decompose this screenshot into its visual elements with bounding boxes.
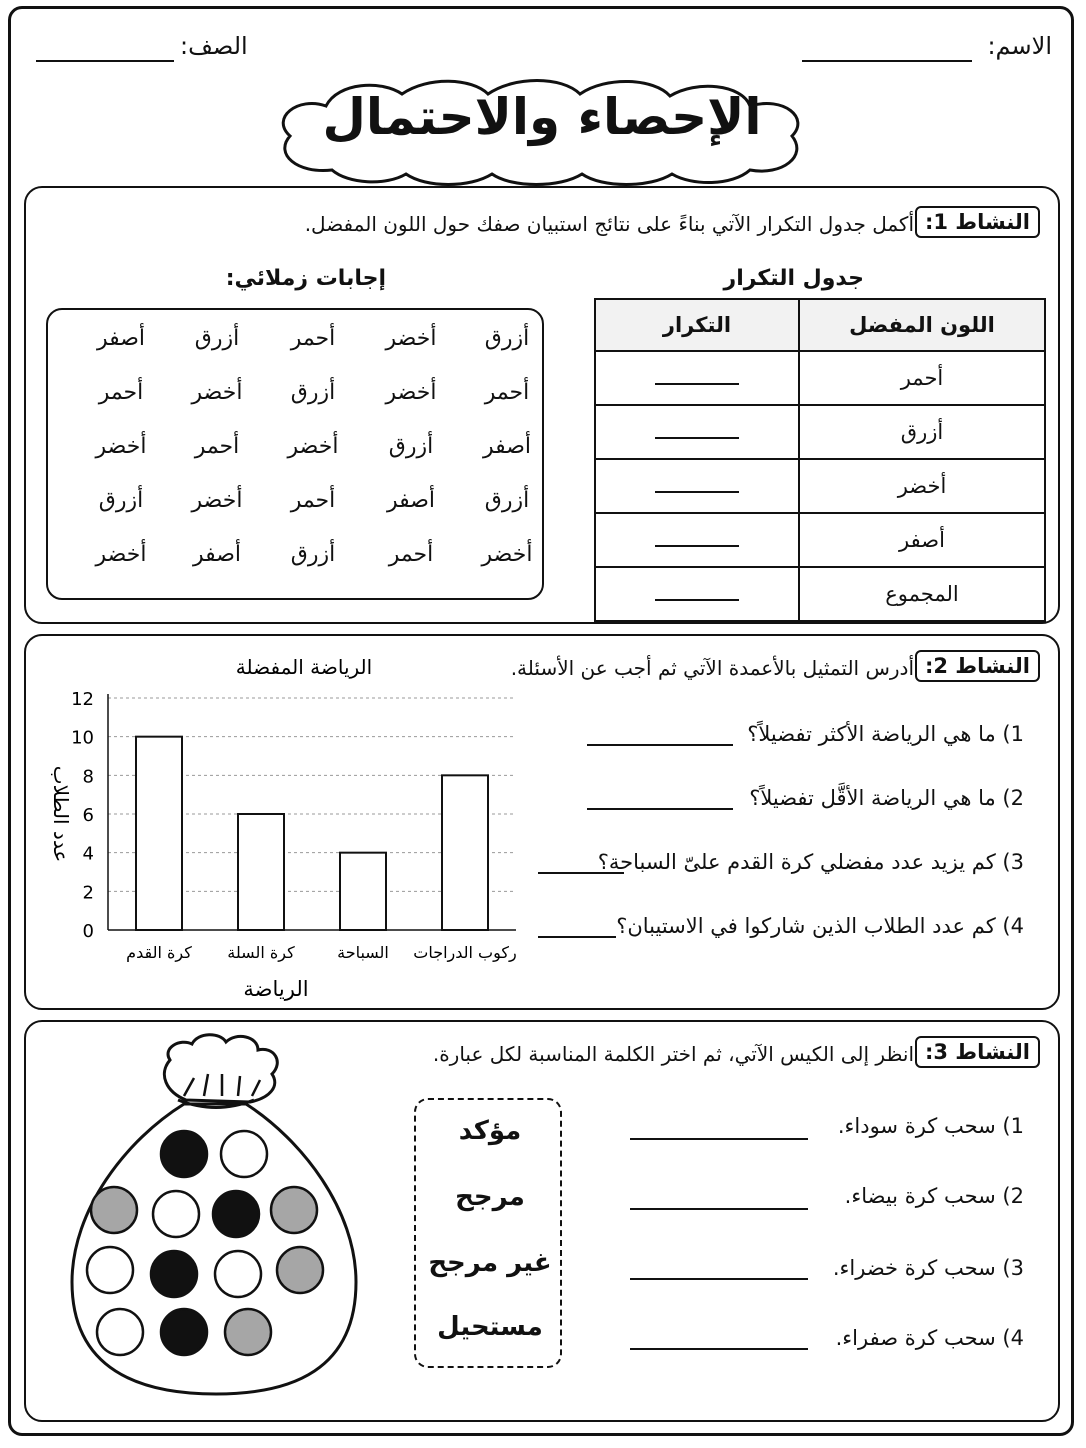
table-row <box>595 513 1045 567</box>
question-2 <box>749 786 1024 810</box>
answer-word: أحمر <box>290 326 336 351</box>
name-field[interactable] <box>802 60 972 62</box>
y-tick-label: 0 <box>82 921 94 942</box>
statement-number: 4) <box>1002 1326 1024 1350</box>
statement-answer-line-3[interactable] <box>630 1278 808 1280</box>
word-likely[interactable]: مرجح <box>455 1182 525 1212</box>
answer-blank[interactable] <box>655 481 739 493</box>
statement-number: 3) <box>1002 1256 1024 1280</box>
answer-line-4[interactable] <box>538 936 616 938</box>
answer-word: أزرق <box>290 380 336 405</box>
question-text: ما هي الرياضة الأكثر تفضيلاً؟ <box>747 722 996 746</box>
white-ball <box>215 1251 261 1297</box>
chart-title: الرياضة المفضلة <box>235 655 373 679</box>
ball-bag <box>66 1030 362 1402</box>
y-tick-label: 8 <box>82 766 94 788</box>
statement-text: سحب كرة صفراء. <box>835 1326 996 1350</box>
table-row <box>595 567 1045 621</box>
gray-ball <box>225 1309 271 1355</box>
frequency-cell[interactable] <box>595 351 799 405</box>
answer-word: أخضر <box>191 380 243 405</box>
y-tick-label: 2 <box>82 882 94 904</box>
bar <box>238 814 284 930</box>
answers-title: إجابات زملائي: <box>225 266 386 291</box>
answer-word: أخضر <box>385 326 437 351</box>
frequency-cell[interactable] <box>595 513 799 567</box>
answer-word: أصفر <box>192 542 242 567</box>
statement-3 <box>833 1256 1024 1280</box>
word-impossible[interactable]: مستحيل <box>437 1312 543 1342</box>
word-unlikely[interactable]: غير مرجح <box>428 1248 552 1278</box>
black-ball <box>151 1251 197 1297</box>
class-label: الصف: <box>180 32 248 60</box>
bar-chart <box>36 646 526 1002</box>
answer-blank[interactable] <box>655 589 739 601</box>
answer-line-1[interactable] <box>587 744 733 746</box>
statement-2 <box>845 1184 1024 1208</box>
answer-word: أخضر <box>191 488 243 513</box>
answer-word: أخضر <box>287 434 339 459</box>
answer-word: أصفر <box>96 326 146 351</box>
y-tick-label: 12 <box>71 689 94 710</box>
activity1-instruction: أكمل جدول التكرار الآتي بناءً على نتائج استبيان صفك حول اللون المفضل. <box>304 212 914 236</box>
answer-word: أزرق <box>484 326 530 351</box>
answer-word: أحمر <box>194 434 240 459</box>
gray-ball <box>91 1187 137 1233</box>
frequency-cell[interactable] <box>595 405 799 459</box>
gray-ball <box>271 1187 317 1233</box>
statement-1 <box>838 1114 1024 1138</box>
activity3-instruction: انظر إلى الكيس الآتي، ثم اختر الكلمة المناسبة لكل عبارة. <box>432 1042 914 1066</box>
y-axis-label: عدد الطلاب <box>49 765 73 863</box>
activity1-tag: النشاط 1: <box>915 206 1040 238</box>
question-number: 1) <box>1002 722 1024 746</box>
color-cell: أزرق <box>799 405 1045 459</box>
y-tick-label: 6 <box>82 805 94 826</box>
answer-word: أصفر <box>386 488 436 513</box>
white-ball <box>153 1191 199 1237</box>
statement-text: سحب كرة بيضاء. <box>844 1184 996 1208</box>
white-ball <box>87 1247 133 1293</box>
question-text: كم يزيد عدد مفضلي كرة القدم علىّ السباحة؟ <box>597 850 996 874</box>
table-row <box>595 405 1045 459</box>
color-cell: أصفر <box>799 513 1045 567</box>
answer-line-3[interactable] <box>538 872 624 874</box>
header-color: اللون المفضل <box>799 299 1045 351</box>
statement-answer-line-4[interactable] <box>630 1348 808 1350</box>
answer-blank[interactable] <box>655 373 739 385</box>
answer-line-2[interactable] <box>587 808 733 810</box>
statement-text: سحب كرة سوداء. <box>837 1114 996 1138</box>
question-text: ما هي الرياضة الأقَّل تفضيلاً؟ <box>749 786 996 810</box>
x-tick-label: كرة السلة <box>227 943 295 962</box>
frequency-table <box>594 298 1046 622</box>
black-ball <box>213 1191 259 1237</box>
answer-word: أزرق <box>484 488 530 513</box>
color-cell: أحمر <box>799 351 1045 405</box>
total-cell: المجموع <box>799 567 1045 621</box>
answer-word: أحمر <box>388 542 434 567</box>
question-1 <box>747 722 1024 746</box>
frequency-cell[interactable] <box>595 459 799 513</box>
word-certain[interactable]: مؤكد <box>458 1116 522 1146</box>
black-ball <box>161 1131 207 1177</box>
statement-4 <box>836 1326 1024 1350</box>
y-tick-label: 4 <box>82 843 94 865</box>
class-field[interactable] <box>36 60 174 62</box>
table-row <box>595 351 1045 405</box>
statement-answer-line-2[interactable] <box>630 1208 808 1210</box>
answer-blank[interactable] <box>655 427 739 439</box>
frequency-cell[interactable] <box>595 567 799 621</box>
answer-blank[interactable] <box>655 535 739 547</box>
table-header-row <box>595 299 1045 351</box>
header-frequency: التكرار <box>595 299 799 351</box>
question-text: كم عدد الطلاب الذين شاركوا في الاستيبان؟ <box>616 914 996 938</box>
white-ball <box>97 1309 143 1355</box>
name-label: الاسم: <box>987 32 1052 60</box>
activity2-tag: النشاط 2: <box>915 650 1040 682</box>
answer-word: أخضر <box>385 380 437 405</box>
x-tick-label: ركوب الدراجات <box>413 943 517 962</box>
y-tick-label: 10 <box>71 727 94 749</box>
table-row <box>595 459 1045 513</box>
statement-text: سحب كرة خضراء. <box>832 1256 996 1280</box>
page-title: الإحصاء والاحتمال <box>322 88 762 146</box>
answer-word: أزرق <box>290 542 336 567</box>
answer-word: أحمر <box>484 380 530 405</box>
word-bank <box>414 1098 562 1368</box>
question-number: 3) <box>1002 850 1024 874</box>
statement-number: 1) <box>1002 1114 1024 1138</box>
answer-word: أحمر <box>290 488 336 513</box>
frequency-table-title: جدول التكرار <box>723 266 864 291</box>
statement-answer-line-1[interactable] <box>630 1138 808 1140</box>
activity3-tag: النشاط 3: <box>915 1036 1040 1068</box>
answer-word: أزرق <box>194 326 240 351</box>
gray-ball <box>277 1247 323 1293</box>
statement-number: 2) <box>1002 1184 1024 1208</box>
color-cell: أخضر <box>799 459 1045 513</box>
answer-word: أخضر <box>95 434 147 459</box>
answer-word: أحمر <box>98 380 144 405</box>
classmates-answers-box <box>46 308 544 600</box>
question-4 <box>616 914 1024 938</box>
bar <box>136 737 182 930</box>
x-axis-label: الرياضة <box>243 977 309 1001</box>
answer-word: أزرق <box>388 434 434 459</box>
answer-word: أخضر <box>481 542 533 567</box>
question-number: 4) <box>1002 914 1024 938</box>
white-ball <box>221 1131 267 1177</box>
question-3 <box>598 850 1024 874</box>
x-tick-label: كرة القدم <box>126 943 192 962</box>
activity2-instruction: أدرس التمثيل بالأعمدة الآتي ثم أجب عن الأسئلة. <box>510 656 914 680</box>
bar <box>442 775 488 930</box>
bar <box>340 853 386 930</box>
black-ball <box>161 1309 207 1355</box>
answer-word: أخضر <box>95 542 147 567</box>
x-tick-label: السباحة <box>337 943 389 962</box>
question-number: 2) <box>1002 786 1024 810</box>
answer-word: أزرق <box>98 488 144 513</box>
answer-word: أصفر <box>482 434 532 459</box>
